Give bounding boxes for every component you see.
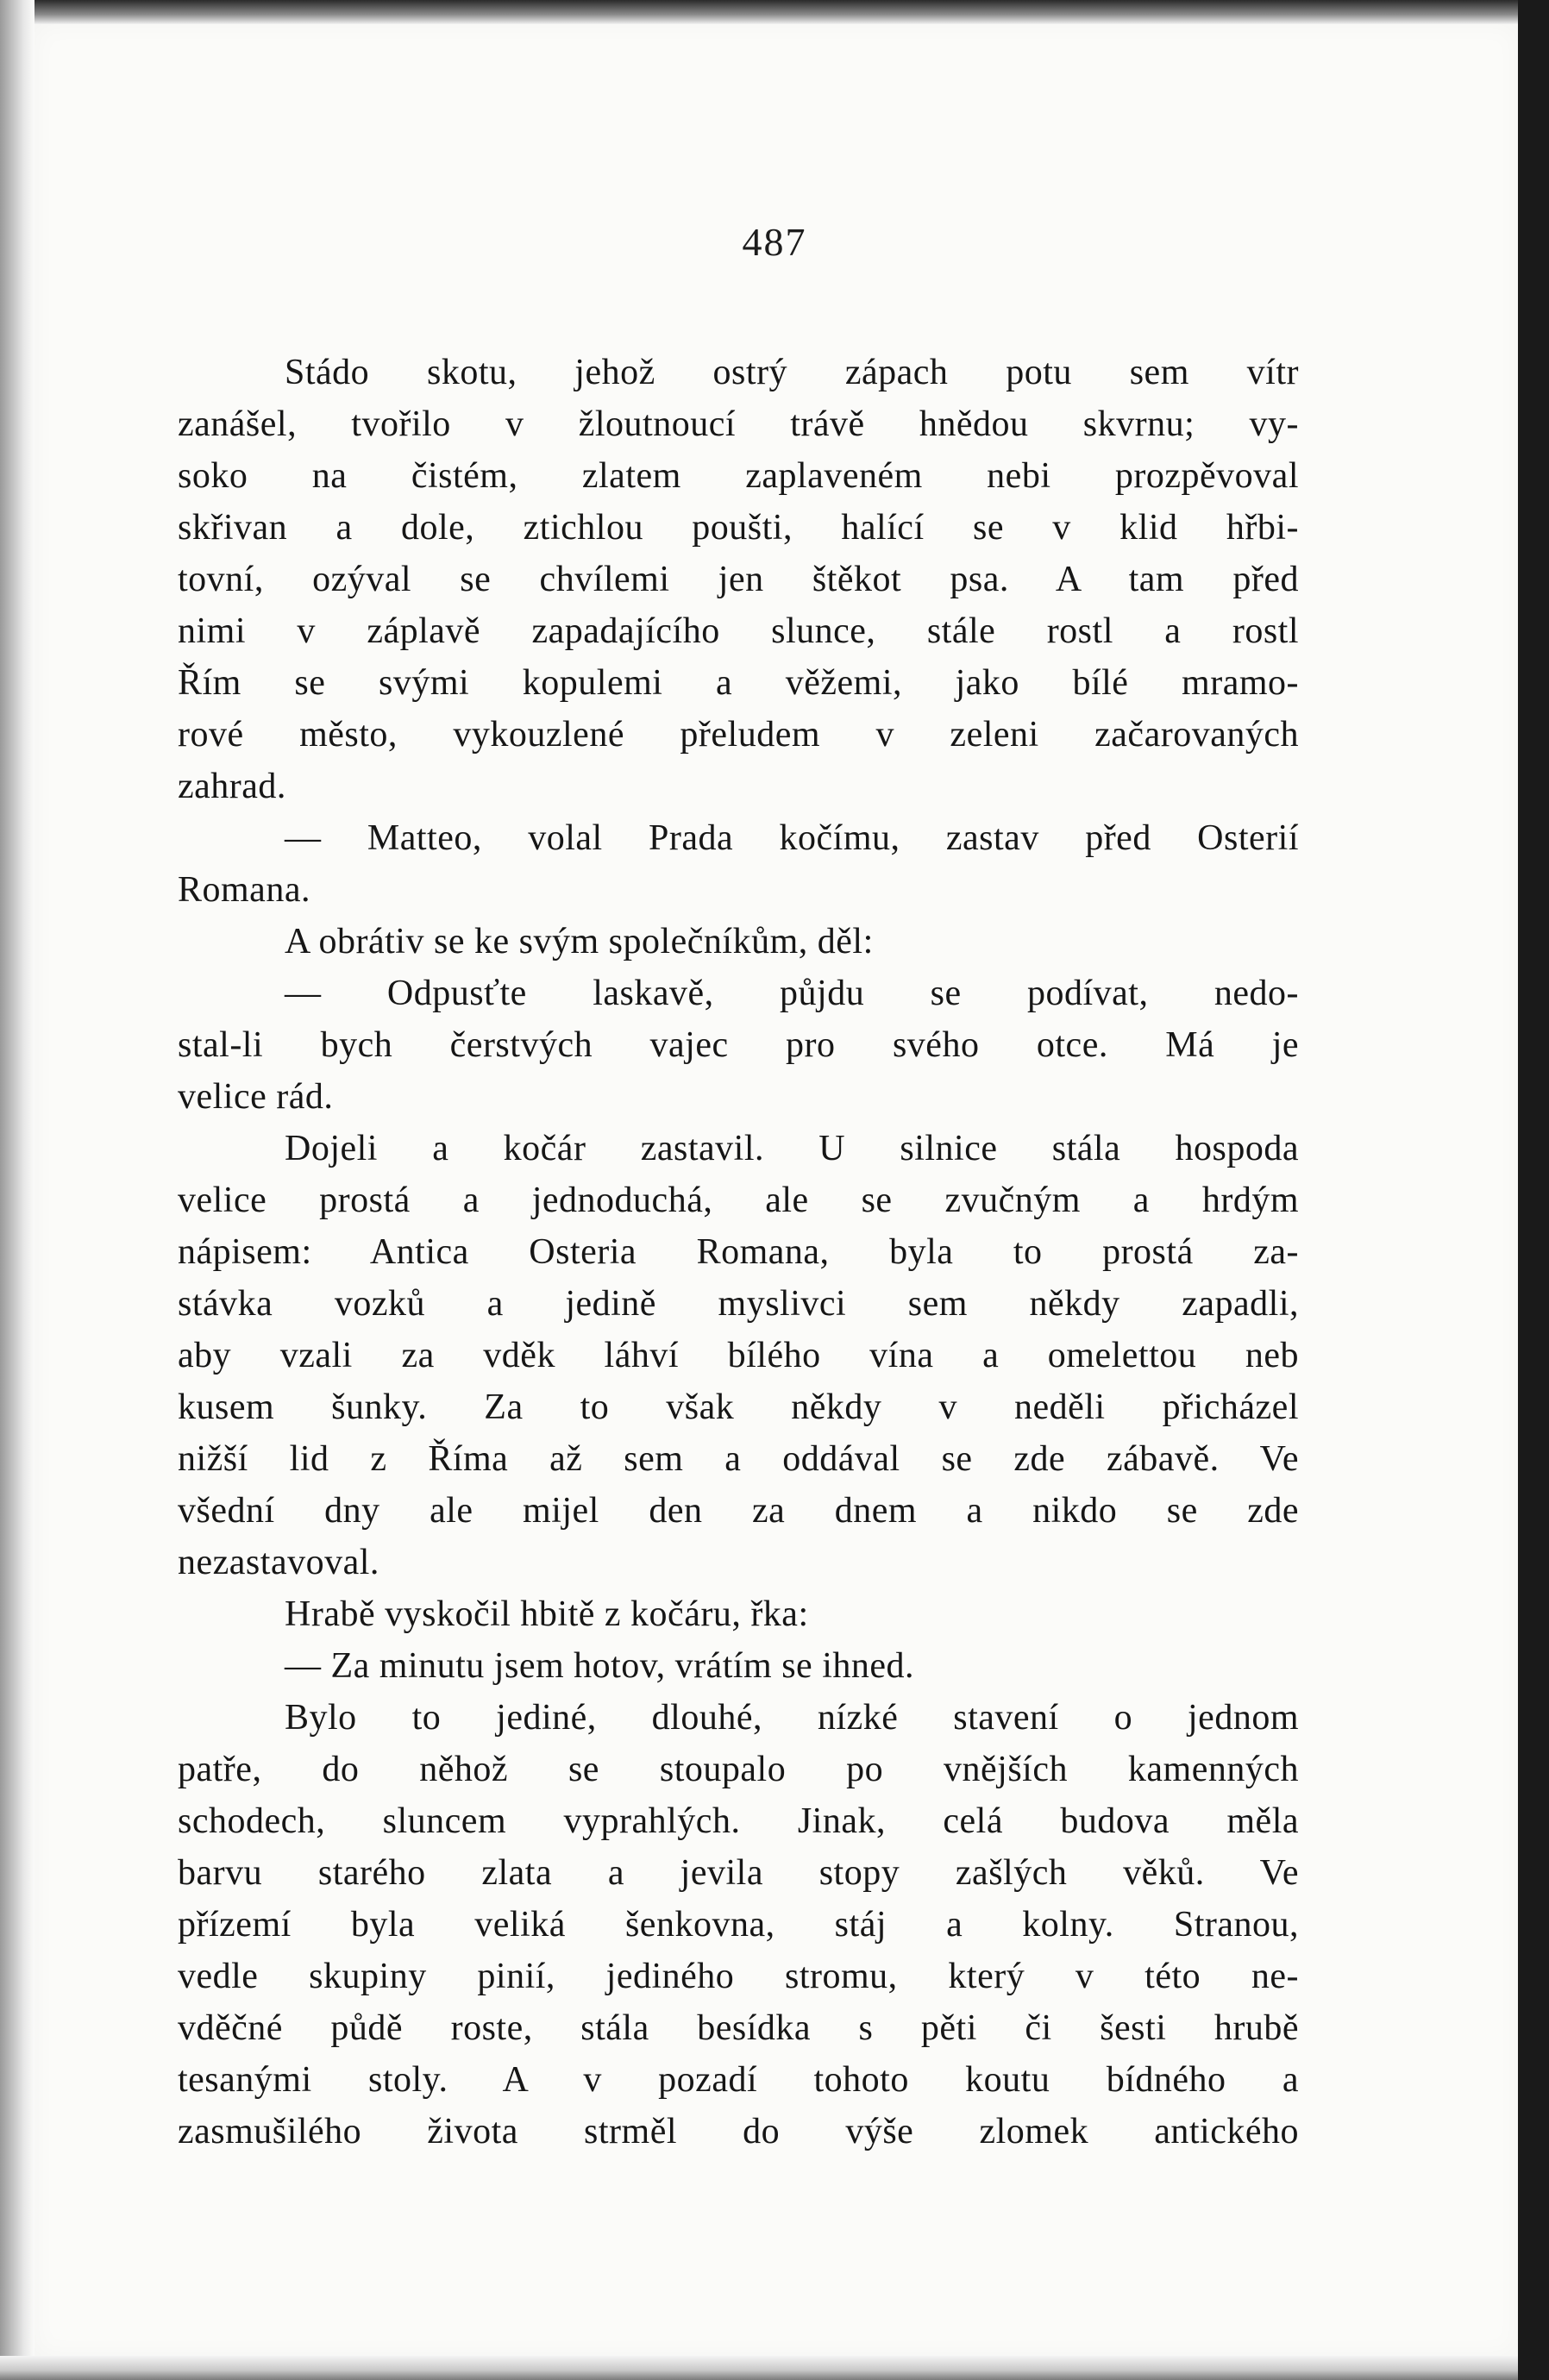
text-line: Dojeli a kočár zastavil. U silnice stála hospoda [285,1129,1299,1168]
text-line: Řím se svými kopulemi a věžemi, jako bílé mramo- [178,663,1299,703]
text-line: přízemí byla veliká šenkovna, stáj a kolny. Stranou, [178,1905,1299,1945]
text-line: všední dny ale mijel den za dnem a nikdo se zde [178,1491,1299,1531]
text-line: A obrátiv se ke svým společníkům, děl: [285,922,874,961]
text-line: velice prostá a jednoduchá, ale se zvučným a hrdým [178,1181,1299,1220]
text-line: vděčné půdě roste, stála besídka s pěti či šesti hrubě [178,2008,1299,2048]
text-line: Hrabě vyskočil hbitě z kočáru, řka: [285,1594,809,1634]
text-line: — Odpusťte laskavě, půjdu se podívat, nedo- [285,974,1299,1013]
scan-edge-left [0,0,34,2380]
text-line: Stádo skotu, jehož ostrý zápach potu sem vítr [285,353,1299,392]
text-line: Romana. [178,870,310,910]
text-line: nápisem: Antica Osteria Romana, byla to prostá za- [178,1232,1299,1272]
text-line: patře, do něhož se stoupalo po vnějších kamenných [178,1750,1299,1789]
text-line: barvu starého zlata a jevila stopy zašlých věků. Ve [178,1853,1299,1893]
text-line: zanášel, tvořilo v žloutnoucí trávě hnědou skvrnu; vy- [178,404,1299,444]
text-line: tesanými stoly. A v pozadí tohoto koutu bídného a [178,2060,1299,2100]
scan-edge-right [1518,0,1549,2380]
text-line: nižší lid z Říma až sem a oddával se zde zábavě. Ve [178,1439,1299,1479]
text-line: — Matteo, volal Prada kočímu, zastav před Osterií [285,818,1299,858]
text-line: schodech, sluncem vyprahlých. Jinak, celá budova měla [178,1801,1299,1841]
text-line: nezastavoval. [178,1543,379,1582]
text-line: skřivan a dole, ztichlou poušti, halící se v klid hřbi- [178,508,1299,548]
text-line: velice rád. [178,1077,334,1117]
page-number: 487 [742,220,807,264]
text-line: tovní, ozýval se chvílemi jen štěkot psa. A tam před [178,560,1299,599]
scan-edge-bottom [0,2356,1549,2380]
text-line: stal-li bych čerstvých vajec pro svého otce. Má je [178,1025,1299,1065]
text-line: stávka vozků a jedině myslivci sem někdy zapadli, [178,1284,1299,1324]
text-line: nimi v záplavě zapadajícího slunce, stále rostl a rostl [178,611,1299,651]
text-line: rové město, vykouzlené přeludem v zeleni začarovaných [178,715,1299,755]
body-text [178,347,1299,2158]
text-line: vedle skupiny pinií, jediného stromu, který v této ne- [178,1957,1299,1996]
scan-edge-top [0,0,1549,24]
text-line: kusem šunky. Za to však někdy v neděli přicházel [178,1387,1299,1427]
text-line: — Za minutu jsem hotov, vrátím se ihned. [285,1646,915,1686]
text-line: aby vzali za vděk láhví bílého vína a omelettou neb [178,1336,1299,1375]
text-line: Bylo to jediné, dlouhé, nízké stavení o jednom [285,1698,1299,1738]
text-line: soko na čistém, zlatem zaplaveném nebi prozpěvoval [178,456,1299,496]
text-line: zasmušilého života strměl do výše zlomek antického [178,2112,1299,2151]
text-line: zahrad. [178,767,286,806]
